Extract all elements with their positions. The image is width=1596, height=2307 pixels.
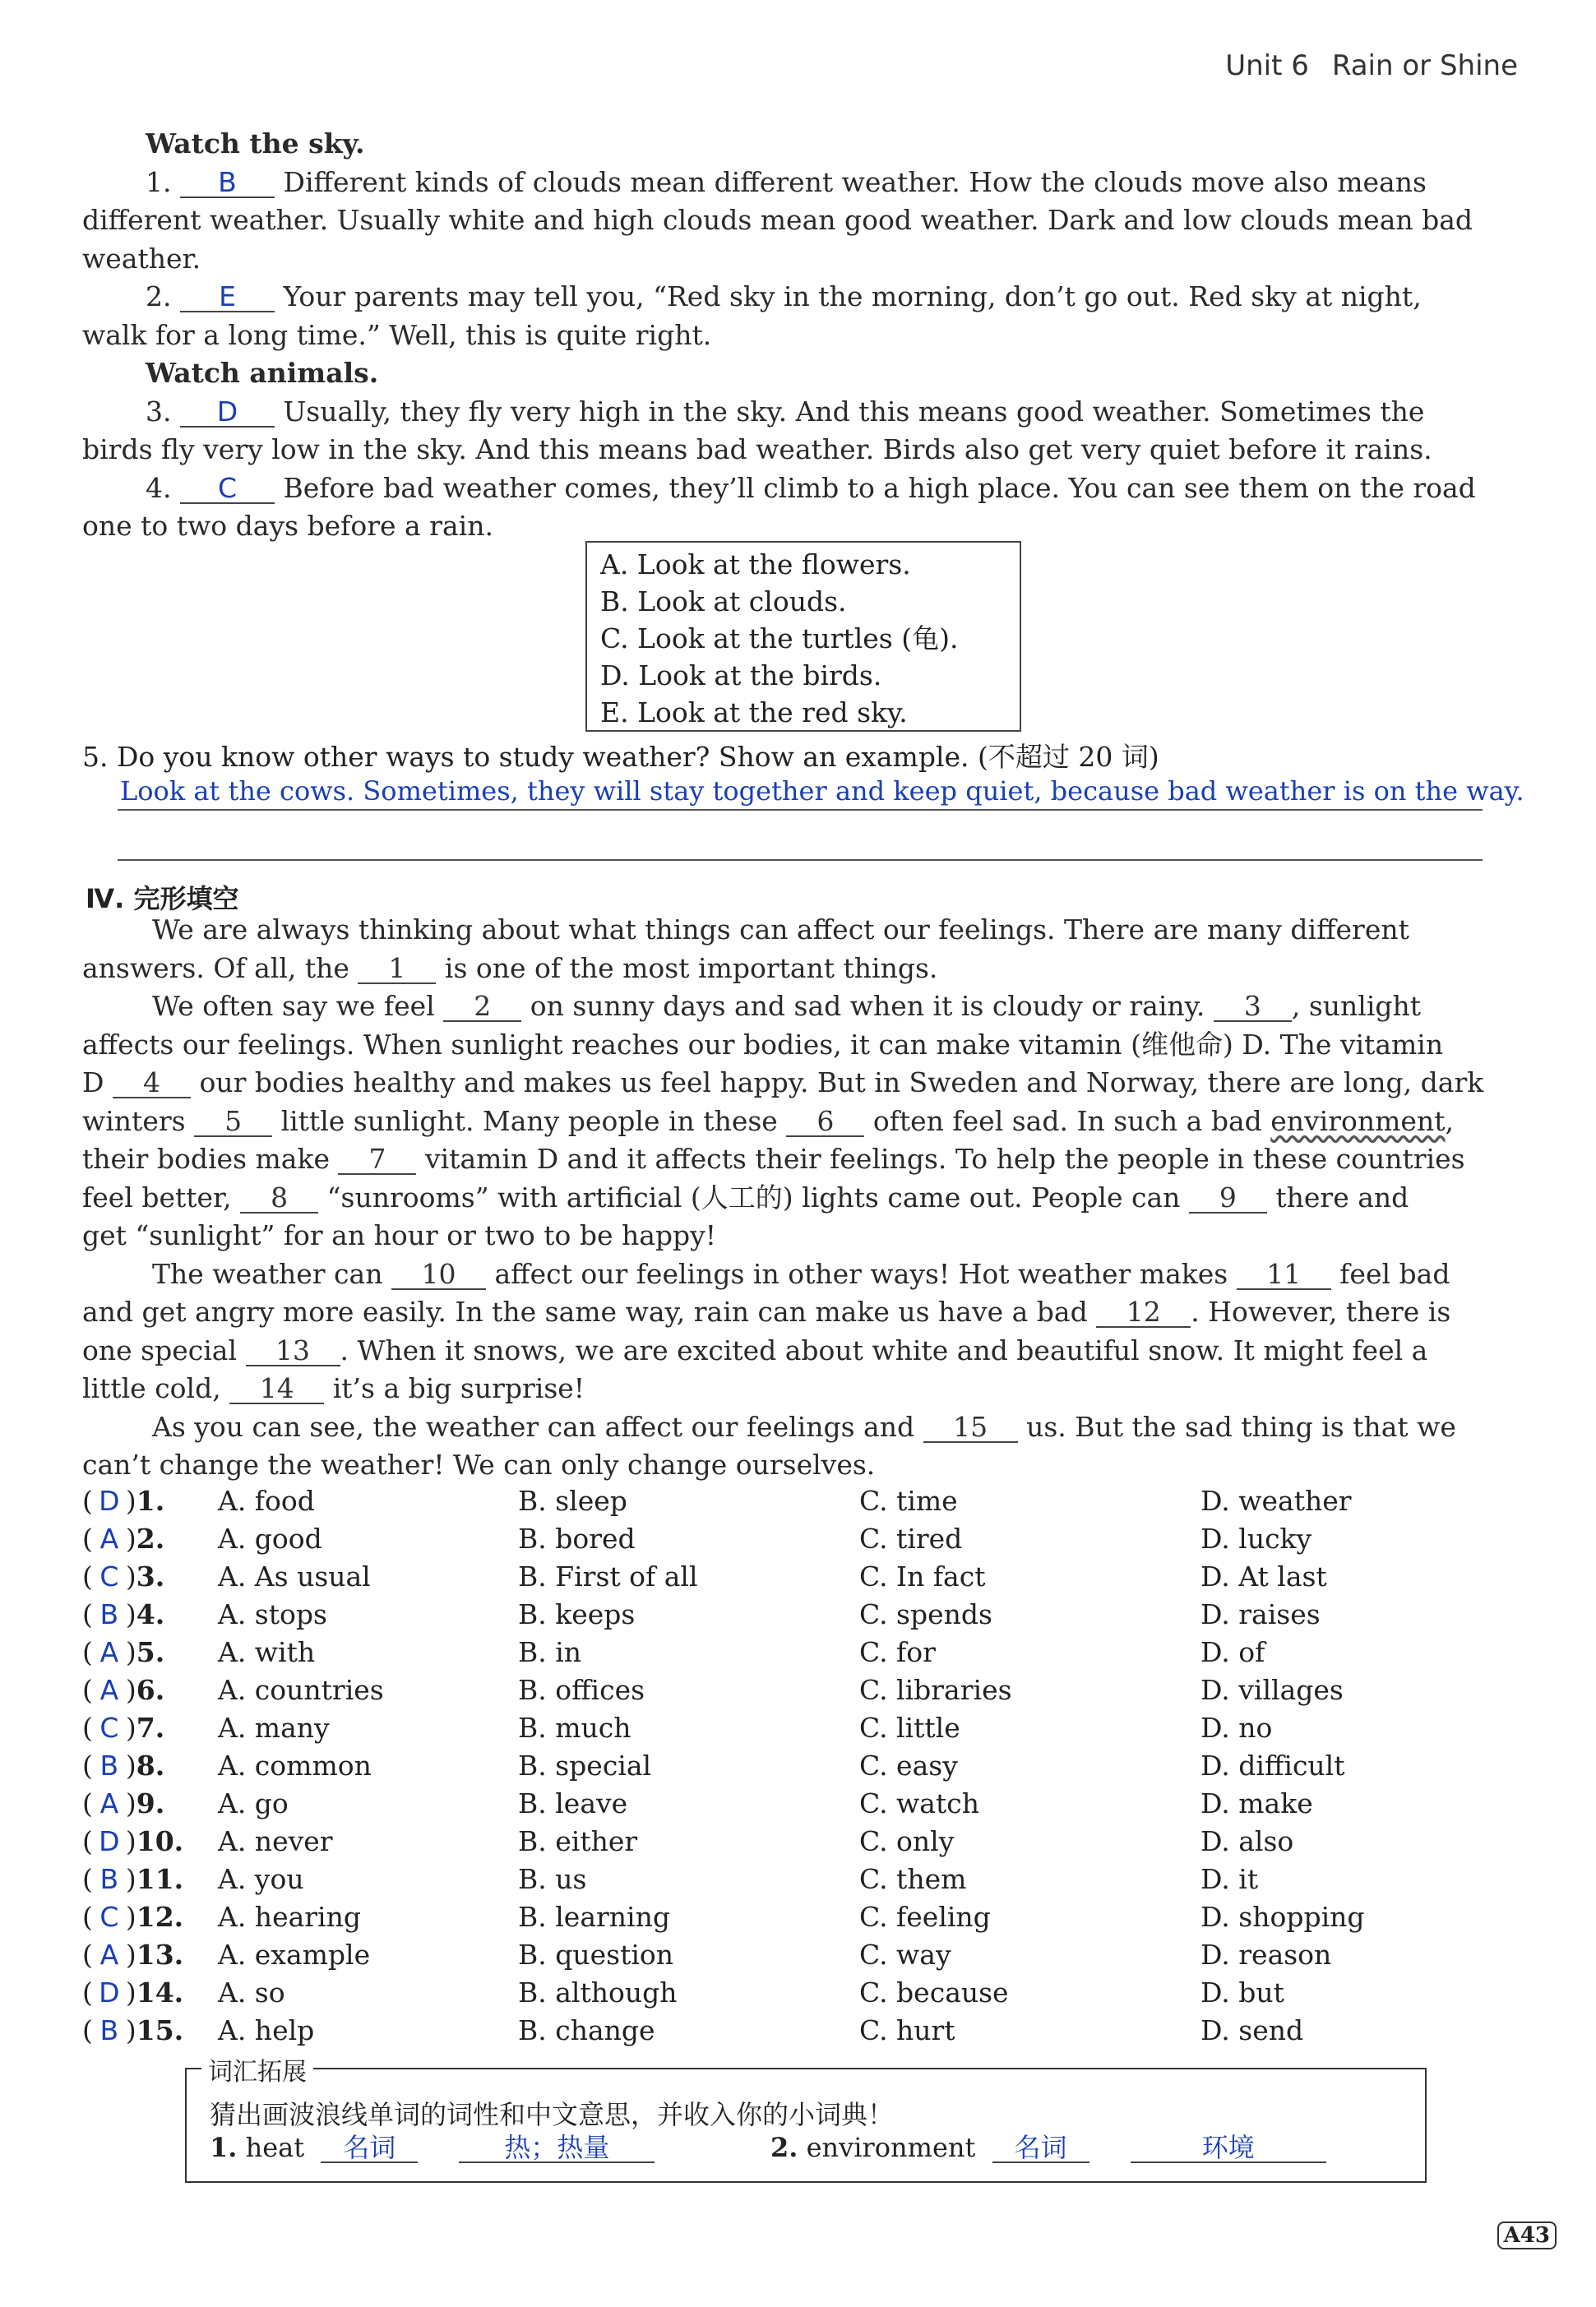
- choice-option-d[interactable]: D. raises: [1200, 1598, 1321, 1630]
- answer-blank[interactable]: B: [180, 169, 275, 198]
- cloze-blank[interactable]: 3: [1214, 992, 1292, 1022]
- vocab-title: 词汇拓展: [201, 2051, 313, 2087]
- choice-option-b[interactable]: B. learning: [518, 1901, 670, 1933]
- item-text: Before bad weather comes, they’ll climb to a high place. You can see them on the road: [283, 471, 1476, 504]
- choice-option-a[interactable]: A. stops: [218, 1598, 327, 1630]
- choice-option-c[interactable]: C. hurt: [859, 2014, 955, 2046]
- choice-option-d[interactable]: D. At last: [1200, 1560, 1327, 1593]
- choice-answer[interactable]: ( B )15.: [82, 2014, 184, 2046]
- choice-option-a[interactable]: A. so: [218, 1976, 285, 2009]
- paragraph-line: their bodies make 7 vitamin D and it affects their feelings. To help the people in these countries: [82, 1143, 1465, 1175]
- choice-option-b[interactable]: B. although: [518, 1976, 678, 2009]
- choice-option-c[interactable]: C. tired: [859, 1523, 963, 1555]
- choice-option-d[interactable]: D. make: [1200, 1787, 1313, 1819]
- choice-option-b[interactable]: B. bored: [518, 1523, 636, 1555]
- page-number: A43: [1497, 2221, 1557, 2249]
- item-text: Different kinds of clouds mean different weather. How the clouds move also means: [283, 165, 1427, 198]
- option-b: B. Look at clouds.: [600, 585, 847, 617]
- choice-answer[interactable]: ( D )14.: [82, 1976, 184, 2009]
- paragraph-line: D 4 our bodies healthy and makes us feel happy. But in Sweden and Norway, there are long, dark: [82, 1066, 1484, 1098]
- item-1: [82, 164, 1523, 202]
- question-5: 5. Do you know other ways to study weather? Show an example. (不超过 20 词): [82, 741, 1159, 773]
- cloze-blank[interactable]: 11: [1237, 1260, 1331, 1290]
- item-text: walk for a long time.” Well, this is quite right.: [82, 318, 712, 351]
- choice-option-b[interactable]: B. offices: [518, 1674, 645, 1706]
- choice-option-c[interactable]: C. libraries: [859, 1674, 1012, 1706]
- choice-option-c[interactable]: C. for: [859, 1636, 936, 1668]
- choice-option-a[interactable]: A. you: [218, 1863, 304, 1895]
- choice-option-d[interactable]: D. shopping: [1200, 1901, 1365, 1933]
- option-c: C. Look at the turtles (龟).: [600, 622, 959, 654]
- choice-option-d[interactable]: D. also: [1200, 1825, 1294, 1857]
- option-d: D. Look at the birds.: [600, 659, 882, 691]
- cloze-blank[interactable]: 1: [358, 955, 436, 984]
- answer-blank[interactable]: E: [180, 283, 275, 312]
- choice-answer[interactable]: ( D )10.: [82, 1825, 184, 1857]
- choice-answer[interactable]: ( A )9.: [82, 1787, 165, 1819]
- choice-answer[interactable]: ( B )11.: [82, 1863, 184, 1895]
- item-text: Your parents may tell you, “Red sky in the morning, don’t go out. Red sky at night,: [283, 280, 1422, 312]
- choice-option-b[interactable]: B. us: [518, 1863, 587, 1895]
- vocab-meaning-1[interactable]: 热；热量: [459, 2134, 655, 2163]
- cloze-blank[interactable]: 13: [246, 1337, 340, 1366]
- item-4: [82, 469, 1523, 508]
- answer-line: [118, 809, 1483, 811]
- paragraph-line: get “sunlight” for an hour or two to be happy!: [82, 1219, 717, 1251]
- choice-option-a[interactable]: A. with: [218, 1636, 316, 1668]
- choice-option-c[interactable]: C. spends: [859, 1598, 992, 1630]
- choice-option-d[interactable]: D. weather: [1200, 1485, 1352, 1517]
- choice-answer[interactable]: ( A )2.: [82, 1523, 165, 1555]
- choice-option-d[interactable]: D. lucky: [1200, 1523, 1312, 1555]
- choice-option-b[interactable]: B. keeps: [518, 1598, 636, 1630]
- choice-option-a[interactable]: A. never: [218, 1825, 333, 1857]
- choice-question: [82, 1560, 1529, 1598]
- unit-title: Rain or Shine: [1331, 49, 1518, 82]
- item-number: 1.: [146, 165, 172, 198]
- choice-option-a[interactable]: A. go: [218, 1787, 289, 1819]
- choice-option-b[interactable]: B. special: [518, 1750, 652, 1782]
- choice-option-c[interactable]: C. way: [859, 1939, 951, 1971]
- cloze-blank[interactable]: 10: [391, 1260, 486, 1290]
- choice-option-b[interactable]: B. in: [518, 1636, 582, 1668]
- choice-option-d[interactable]: D. but: [1200, 1976, 1284, 2009]
- cloze-blank[interactable]: 2: [443, 992, 521, 1022]
- item-number: 2.: [146, 280, 172, 312]
- paragraph-line: affects our feelings. When sunlight reaches our bodies, it can make vitamin (维他命) D. The vitamin: [82, 1028, 1444, 1061]
- item-3: [82, 393, 1523, 432]
- choice-question: [82, 1636, 1529, 1674]
- cloze-passage: [82, 911, 1523, 1485]
- paragraph-line: winters 5 little sunlight. Many people in these 6 often feel sad. In such a bad environment,: [82, 1104, 1454, 1137]
- choice-option-d[interactable]: D. difficult: [1200, 1750, 1345, 1782]
- cloze-blank[interactable]: 15: [923, 1413, 1018, 1443]
- option-a: A. Look at the flowers.: [600, 548, 911, 580]
- options-box: [585, 541, 1021, 732]
- paragraph-line: answers. Of all, the 1 is one of the most important things.: [82, 951, 938, 984]
- unit-label: Unit 6: [1225, 49, 1309, 82]
- choice-option-a[interactable]: A. As usual: [218, 1560, 371, 1593]
- paragraph-line: one special 13 . When it snows, we are excited about white and beautiful snow. It might feel a: [82, 1334, 1428, 1366]
- choice-option-b[interactable]: B. leave: [518, 1787, 628, 1819]
- choice-option-c[interactable]: C. In fact: [859, 1560, 986, 1593]
- item-text: different weather. Usually white and high clouds mean good weather. Dark and low clouds mean bad: [82, 204, 1473, 236]
- choice-question: [82, 1825, 1529, 1863]
- choice-option-b[interactable]: B. sleep: [518, 1485, 627, 1517]
- choice-option-c[interactable]: C. them: [859, 1863, 967, 1895]
- choice-answer[interactable]: ( A )5.: [82, 1636, 165, 1668]
- choice-question: [82, 1901, 1529, 1939]
- paragraph-line: The weather can 10 affect our feelings in other ways! Hot weather makes 11 feel bad: [152, 1257, 1450, 1290]
- cloze-blank[interactable]: 4: [113, 1069, 191, 1098]
- choice-option-b[interactable]: B. either: [518, 1825, 638, 1857]
- choice-option-b[interactable]: B. change: [518, 2014, 655, 2046]
- choice-question: [82, 1976, 1529, 2014]
- cloze-blank[interactable]: 6: [786, 1107, 864, 1137]
- item-2: [82, 278, 1523, 317]
- vocab-box: [185, 2058, 1427, 2183]
- choice-option-d[interactable]: D. send: [1200, 2014, 1304, 2046]
- choice-option-d[interactable]: D. villages: [1200, 1674, 1344, 1706]
- choice-option-a[interactable]: A. common: [218, 1750, 372, 1782]
- choice-option-a[interactable]: A. good: [218, 1523, 322, 1555]
- item-number: 3.: [146, 395, 172, 428]
- reading-section: [82, 125, 1523, 546]
- paragraph-line: feel better, 8 “sunrooms” with artificial (人工的) lights came out. People can 9 there and: [82, 1181, 1409, 1214]
- cloze-blank[interactable]: 9: [1189, 1184, 1267, 1214]
- wavy-word-environment: environment: [1270, 1104, 1446, 1137]
- choice-answer[interactable]: ( C )12.: [82, 1901, 184, 1933]
- choice-answer[interactable]: ( A )13.: [82, 1939, 184, 1971]
- section-4-title: Ⅳ. 完形填空: [86, 883, 239, 914]
- cloze-blank[interactable]: 5: [194, 1107, 272, 1137]
- choice-option-b[interactable]: B. much: [518, 1712, 631, 1744]
- choice-option-d[interactable]: D. of: [1200, 1636, 1265, 1668]
- choice-answer[interactable]: ( C )7.: [82, 1712, 165, 1744]
- choice-question: [82, 1523, 1529, 1560]
- item-text: weather.: [82, 242, 201, 275]
- choice-option-a[interactable]: A. countries: [218, 1674, 384, 1706]
- vocab-word-2: 2. environment 名词 环境: [770, 2132, 1326, 2163]
- choice-option-a[interactable]: A. help: [218, 2014, 315, 2046]
- choice-option-a[interactable]: A. example: [218, 1939, 371, 1971]
- item-text: Usually, they fly very high in the sky. And this means good weather. Sometimes the: [283, 395, 1425, 428]
- choice-option-c[interactable]: C. little: [859, 1712, 960, 1744]
- choice-question: [82, 1939, 1529, 1976]
- paragraph-line: can’t change the weather! We can only change ourselves.: [82, 1449, 876, 1481]
- cloze-blank[interactable]: 7: [338, 1145, 416, 1175]
- vocab-word-1: 1. heat 名词 热；热量: [210, 2132, 655, 2163]
- answer-line: [118, 859, 1483, 861]
- item-text: birds fly very low in the sky. And this means bad weather. Birds also get very quiet before it rains.: [82, 433, 1432, 465]
- choice-answer[interactable]: ( B )4.: [82, 1598, 165, 1630]
- cloze-blank[interactable]: 12: [1096, 1298, 1191, 1328]
- choice-option-d[interactable]: D. no: [1200, 1712, 1273, 1744]
- choice-option-a[interactable]: A. many: [218, 1712, 330, 1744]
- paragraph-line: We often say we feel 2 on sunny days and sad when it is cloudy or rainy. 3 , sunlight: [152, 990, 1422, 1022]
- paragraph-line: As you can see, the weather can affect our feelings and 15 us. But the sad thing is that we: [152, 1410, 1456, 1443]
- choice-question: [82, 1863, 1529, 1901]
- choice-option-d[interactable]: D. reason: [1200, 1939, 1332, 1971]
- item-text: one to two days before a rain.: [82, 510, 493, 542]
- paragraph-line: little cold, 14 it’s a big surprise!: [82, 1372, 585, 1404]
- heading-watch-sky: Watch the sky.: [146, 127, 365, 160]
- choice-question: [82, 1485, 1529, 1523]
- choice-answer[interactable]: ( A )6.: [82, 1674, 165, 1706]
- cloze-blank[interactable]: 14: [229, 1375, 324, 1404]
- choice-option-c[interactable]: C. because: [859, 1976, 1009, 2009]
- choice-question: [82, 1674, 1529, 1712]
- answer-blank[interactable]: D: [180, 398, 275, 428]
- item-number: 4.: [146, 471, 172, 504]
- choice-option-b[interactable]: B. First of all: [518, 1560, 698, 1593]
- vocab-meaning-2[interactable]: 环境: [1131, 2134, 1326, 2163]
- choice-option-c[interactable]: C. feeling: [859, 1901, 991, 1933]
- choice-option-d[interactable]: D. it: [1200, 1863, 1259, 1895]
- choice-option-a[interactable]: A. food: [218, 1485, 315, 1517]
- option-e: E. Look at the red sky.: [600, 696, 908, 728]
- choice-option-b[interactable]: B. question: [518, 1939, 674, 1971]
- choice-answer[interactable]: ( C )3.: [82, 1560, 165, 1593]
- vocab-pos-1[interactable]: 名词: [321, 2134, 418, 2163]
- choice-option-c[interactable]: C. only: [859, 1825, 955, 1857]
- choice-question: [82, 1787, 1529, 1825]
- choice-option-a[interactable]: A. hearing: [218, 1901, 361, 1933]
- cloze-blank[interactable]: 8: [240, 1184, 318, 1214]
- choice-question: [82, 1598, 1529, 1636]
- choice-question: [82, 1750, 1529, 1787]
- choice-answer[interactable]: ( D )1.: [82, 1485, 165, 1517]
- question-5-answer[interactable]: Look at the cows. Sometimes, they will stay together and keep quiet, because bad weather is on the way.: [120, 775, 1524, 807]
- choice-option-c[interactable]: C. watch: [859, 1787, 979, 1819]
- paragraph-line: We are always thinking about what things can affect our feelings. There are many different: [152, 913, 1409, 945]
- vocab-pos-2[interactable]: 名词: [992, 2134, 1089, 2163]
- vocab-instruction: 猜出画波浪线单词的词性和中文意思，并收入你的小词典！: [210, 2099, 895, 2130]
- page-header: [1202, 49, 1518, 82]
- paragraph-line: and get angry more easily. In the same way, rain can make us have a bad 12 . However, there is: [82, 1296, 1451, 1328]
- choice-question: [82, 2014, 1529, 2052]
- choice-answer[interactable]: ( B )8.: [82, 1750, 165, 1782]
- heading-watch-animals: Watch animals.: [146, 357, 379, 389]
- choice-question: [82, 1712, 1529, 1750]
- answer-blank[interactable]: C: [180, 474, 275, 504]
- choice-option-c[interactable]: C. time: [859, 1485, 958, 1517]
- choice-option-c[interactable]: C. easy: [859, 1750, 958, 1782]
